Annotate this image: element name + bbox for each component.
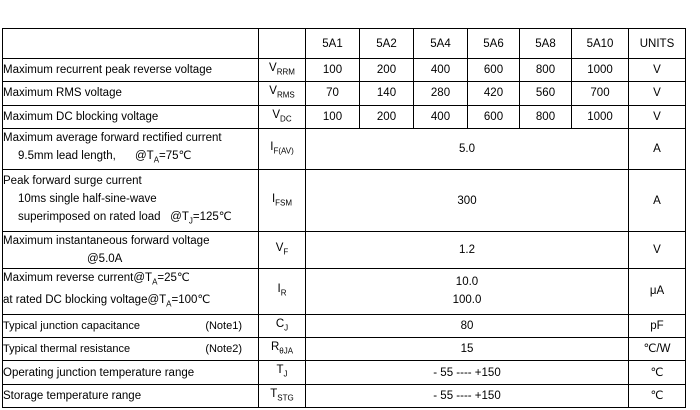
param-label: Maximum DC blocking voltage: [3, 105, 259, 128]
unit: μA: [629, 269, 686, 315]
row-ifav: [3, 128, 686, 169]
param-label: Operating junction temperature range: [3, 361, 259, 384]
symbol: $T_{STG}$: [259, 384, 306, 407]
header-empty-cell: [3, 29, 259, 59]
value-all: - 55 ---- +150: [306, 361, 629, 384]
value-5a4: 400: [414, 59, 468, 82]
unit: A: [629, 128, 686, 169]
symbol: $I_{FSM}$: [259, 170, 306, 232]
model-5a4: 5A4: [414, 29, 468, 59]
value-5a10: 1000: [572, 59, 629, 82]
param-label: Maximum instantaneous forward voltage @5.0A: [3, 232, 259, 269]
unit: pF: [629, 314, 686, 337]
value-5a4: 280: [414, 82, 468, 105]
value-all: 5.0: [306, 128, 629, 169]
value-5a10: 1000: [572, 105, 629, 128]
param-label: Maximum RMS voltage: [3, 82, 259, 105]
value-5a2: 200: [360, 59, 414, 82]
value-all: 300: [306, 170, 629, 232]
symbol: $I_R$: [259, 269, 306, 315]
model-5a1: 5A1: [306, 29, 360, 59]
value-all: 15: [306, 338, 629, 361]
symbol: $T_J$: [259, 361, 306, 384]
value-all: 1.2: [306, 232, 629, 269]
row-cj: [3, 314, 686, 337]
value-5a8: 800: [520, 59, 572, 82]
row-vrms: [3, 82, 686, 105]
param-label: Maximum reverse $current@T_A=25℃$ at rated DC blocking $voltage@T_A=100℃$: [3, 269, 259, 315]
symbol: $V_{DC}$: [259, 105, 306, 128]
symbol: $V_{RRM}$: [259, 59, 306, 82]
unit: ℃/W: [629, 338, 686, 361]
header-symbol-cell: [259, 29, 306, 59]
row-vf: [3, 232, 686, 269]
row-vdc: [3, 105, 686, 128]
value-5a1: 100: [306, 59, 360, 82]
value-5a6: 600: [468, 105, 520, 128]
param-label: Peak forward surge current 10ms single half-sine-wave superimposed on rated load $@T_J=125℃$: [3, 170, 259, 232]
param-label: Maximum recurrent peak reverse voltage: [3, 59, 259, 82]
value-5a1: 100: [306, 105, 360, 128]
param-label: Typical thermal resistance (Note2): [3, 338, 259, 361]
value-5a2: 200: [360, 105, 414, 128]
param-label: Typical junction capacitance (Note1): [3, 314, 259, 337]
value-5a2: 140: [360, 82, 414, 105]
unit: ℃: [629, 361, 686, 384]
row-tj: [3, 361, 686, 384]
param-label: Maximum average forward rectified current 9.5mm lead length, $@T_A=75℃$: [3, 128, 259, 169]
value-5a8: 800: [520, 105, 572, 128]
units-header: UNITS: [629, 29, 686, 59]
model-5a10: 5A10: [572, 29, 629, 59]
value-5a10: 700: [572, 82, 629, 105]
model-5a6: 5A6: [468, 29, 520, 59]
value-all: [306, 269, 629, 315]
row-ifsm: [3, 170, 686, 232]
value-100c: 100.0: [452, 294, 482, 307]
unit: ℃: [629, 384, 686, 407]
unit: V: [629, 105, 686, 128]
symbol: $R_{\theta JA}$: [259, 338, 306, 361]
value-5a1: 70: [306, 82, 360, 105]
row-ir: [3, 269, 686, 315]
value-all: 80: [306, 314, 629, 337]
value-5a6: 420: [468, 82, 520, 105]
unit: V: [629, 232, 686, 269]
value-5a8: 560: [520, 82, 572, 105]
value-25c: 10.0: [455, 276, 479, 289]
symbol: $C_J$: [259, 314, 306, 337]
unit: V: [629, 82, 686, 105]
row-tstg: [3, 384, 686, 407]
value-5a6: 600: [468, 59, 520, 82]
row-vrrm: [3, 59, 686, 82]
symbol: $I_{F(AV)}$: [259, 128, 306, 169]
param-label: Storage temperature range: [3, 384, 259, 407]
row-rja: [3, 338, 686, 361]
model-5a2: 5A2: [360, 29, 414, 59]
symbol: $V_{RMS}$: [259, 82, 306, 105]
unit: A: [629, 170, 686, 232]
value-all: - 55 ---- +150: [306, 384, 629, 407]
unit: V: [629, 59, 686, 82]
spec-table: [2, 28, 686, 408]
model-5a8: 5A8: [520, 29, 572, 59]
symbol: $V_F$: [259, 232, 306, 269]
value-5a4: 400: [414, 105, 468, 128]
header-row: [3, 29, 686, 59]
